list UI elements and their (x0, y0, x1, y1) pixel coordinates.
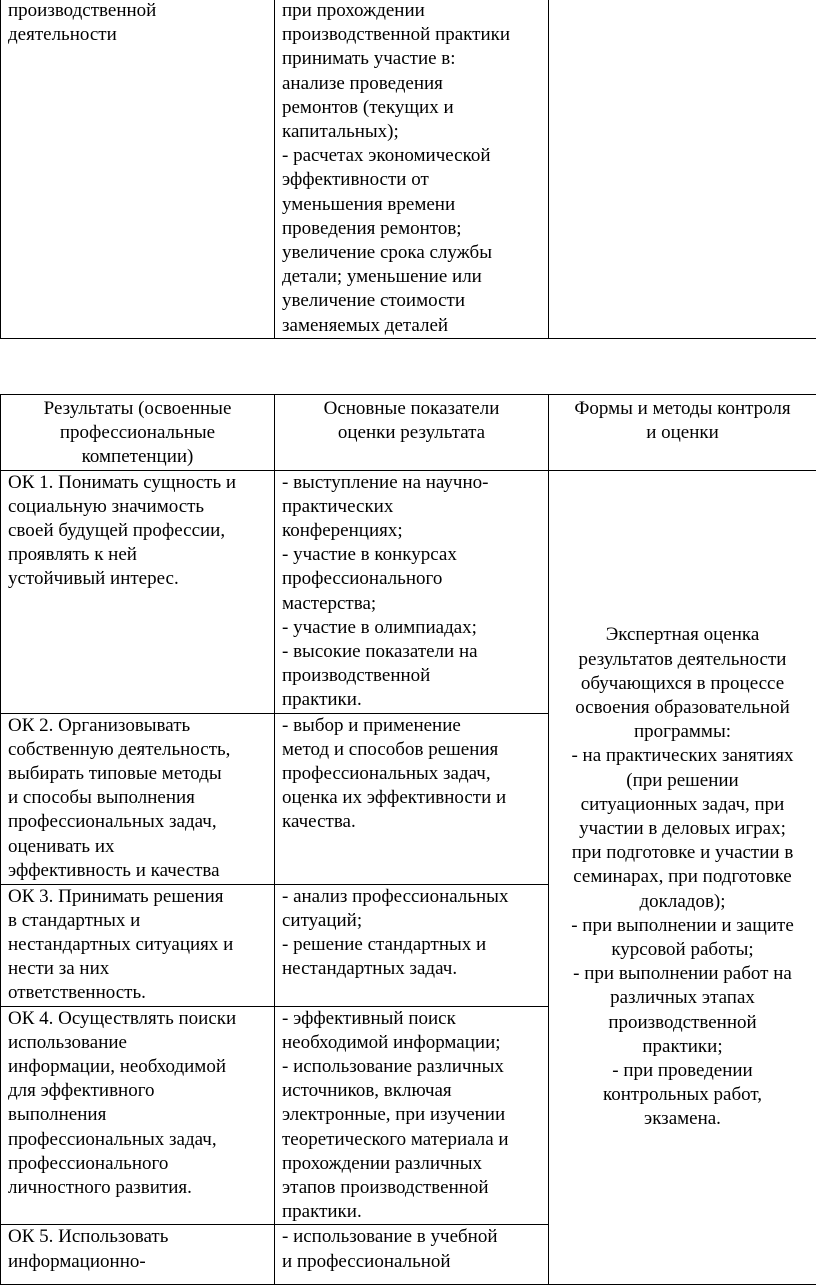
table-cell: при прохождении производственной практики принимать участие в: анализе проведения ремонтов (текущих и капитальных); - расчетах экономической эффективности от уменьшения времени проведения ремонтов; увеличение срока службы детали; уменьшение или увеличение стоимости заменяемых деталей (275, 0, 549, 338)
header-results: Результаты (освоенные профессиональные компетенции) (1, 395, 275, 471)
competency-assessment-table (0, 394, 816, 1285)
indicators-ok2: - выбор и применение метод и способов решения профессиональных задач, оценка их эффективности и качества. (275, 713, 549, 884)
table-row (1, 0, 816, 338)
table-cell (549, 0, 816, 338)
continuation-table (0, 0, 816, 339)
indicators-ok1: - выступление на научно- практических конференциях; - участие в конкурсах профессионального мастерства; - участие в олимпиадах; - высокие показатели на производственной практики. (275, 470, 549, 713)
control-methods-cell: Экспертная оценка результатов деятельности обучающихся в процессе освоения образовательной программы: - на практических занятиях (при решении ситуационных задач, при участии в деловых играх; при подготовке и участии в семинарах, при подготовке докладов); - при выполнении и защите курсовой работы; - при выполнении работ на различных этапах производственной практики; - при проведении контрольных работ, экзамена. (549, 470, 816, 1285)
indicators-ok3: - анализ профессиональных ситуаций; - решение стандартных и нестандартных задач. (275, 884, 549, 1006)
table-row (1, 470, 816, 713)
result-ok3: ОК 3. Принимать решения в стандартных и нестандартных ситуациях и нести за них ответственность. (1, 884, 275, 1006)
result-ok2: ОК 2. Организовывать собственную деятельность, выбирать типовые методы и способы выполнения профессиональных задач, оценивать их эффективность и качества (1, 713, 275, 884)
header-indicators: Основные показатели оценки результата (275, 395, 549, 471)
result-ok5: ОК 5. Использовать информационно- (1, 1225, 275, 1285)
indicators-ok4: - эффективный поиск необходимой информации; - использование различных источников, включая электронные, при изучении теоретического материала и прохождении различных этапов производственной практики. (275, 1006, 549, 1225)
table-header-row (1, 395, 816, 471)
indicators-ok5: - использование в учебной и профессиональной (275, 1225, 549, 1285)
result-ok1: ОК 1. Понимать сущность и социальную значимость своей будущей профессии, проявлять к ней устойчивый интерес. (1, 470, 275, 713)
header-methods: Формы и методы контроля и оценки (549, 395, 816, 471)
table-cell: производственной деятельности (1, 0, 275, 338)
result-ok4: ОК 4. Осуществлять поиски использование информации, необходимой для эффективного выполнения профессиональных задач, профессионального личностного развития. (1, 1006, 275, 1225)
